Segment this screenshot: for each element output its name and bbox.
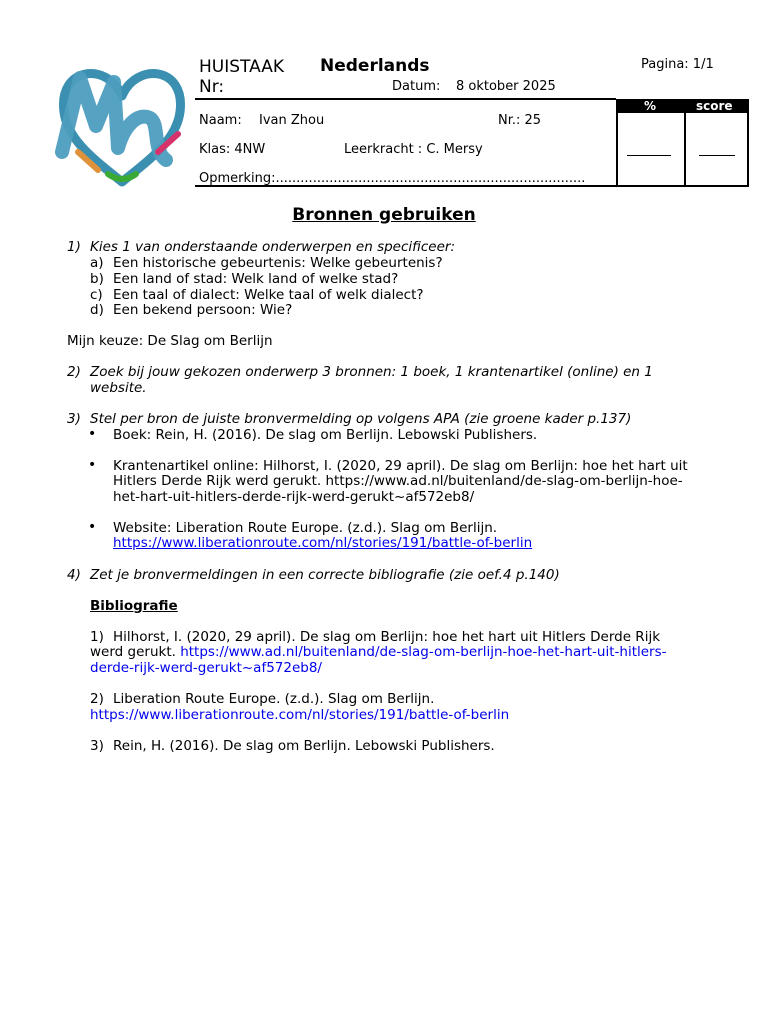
bib-entry1-link-cont[interactable]: derde-rijk-werd-gerukt~af572eb8/ bbox=[90, 660, 322, 676]
naam-value: Ivan Zhou bbox=[259, 113, 325, 128]
naam-label: Naam: bbox=[199, 113, 242, 128]
q3-number: 3) bbox=[67, 411, 81, 427]
bullet-icon: • bbox=[88, 457, 97, 473]
score-label: score bbox=[696, 99, 733, 113]
pct-blank bbox=[627, 155, 671, 156]
q1-option-letter: a) bbox=[90, 255, 104, 271]
q1-option-letter: c) bbox=[90, 287, 103, 303]
q2-number: 2) bbox=[67, 364, 81, 380]
bib-entry1-text: werd gerukt. bbox=[90, 644, 181, 660]
q3-krant-line2: Hitlers Derde Rijk werd gerukt. https://www.ad.nl/buitenland/de-slag-om-berlijn-hoe- bbox=[113, 473, 683, 489]
datum-label: Datum: bbox=[392, 79, 441, 94]
bib-entry-number: 2) bbox=[90, 691, 104, 707]
mijn-keuze: Mijn keuze: De Slag om Berlijn bbox=[67, 333, 273, 349]
opmerking-line: Opmerking:........................................................................... bbox=[199, 171, 586, 186]
page-indicator: Pagina: 1/1 bbox=[641, 57, 714, 72]
bib-entry-number: 3) bbox=[90, 738, 104, 754]
q1-option-text: Een taal of dialect: Welke taal of welk dialect? bbox=[113, 287, 424, 303]
bib-entry1-link[interactable]: https://www.ad.nl/buitenland/de-slag-om-berlijn-hoe-het-hart-uit-hitlers- bbox=[180, 644, 667, 660]
q3-website-line1: Website: Liberation Route Europe. (z.d.). Slag om Berlijn. bbox=[113, 520, 498, 536]
score-header bbox=[616, 99, 747, 113]
q1-number: 1) bbox=[67, 239, 81, 255]
nr-label: Nr: bbox=[199, 77, 225, 97]
bib-entry-number: 1) bbox=[90, 629, 104, 645]
score-divider bbox=[684, 113, 686, 185]
score-pct-label: % bbox=[644, 99, 657, 113]
q1-text: Kies 1 van onderstaande onderwerpen en specificeer: bbox=[90, 239, 456, 255]
bib-entry3-line1: Rein, H. (2016). De slag om Berlijn. Lebowski Publishers. bbox=[113, 738, 495, 754]
q3-krant-line3: het-hart-uit-hitlers-derde-rijk-werd-gerukt~af572eb8/ bbox=[113, 489, 475, 505]
date-value: 8 oktober 2025 bbox=[456, 79, 556, 94]
huistaak-label: HUISTAAK bbox=[199, 57, 284, 77]
klas-value: Klas: 4NW bbox=[199, 142, 266, 157]
bullet-icon: • bbox=[88, 426, 97, 442]
q1-option-text: Een historische gebeurtenis: Welke gebeurtenis? bbox=[113, 255, 443, 271]
bib-entry2-link[interactable]: https://www.liberationroute.com/nl/stories/191/battle-of-berlin bbox=[90, 707, 510, 723]
q4-number: 4) bbox=[67, 567, 81, 583]
header-rule-top bbox=[195, 98, 616, 100]
bullet-icon: • bbox=[88, 519, 97, 535]
q1-option-letter: d) bbox=[90, 302, 104, 318]
q3-website-link[interactable]: https://www.liberationroute.com/nl/stories/191/battle-of-berlin bbox=[113, 535, 533, 551]
q3-krant-line1: Krantenartikel online: Hilhorst, I. (2020, 29 april). De slag om Berlijn: hoe het hart uit bbox=[113, 458, 688, 474]
q1-option-letter: b) bbox=[90, 271, 104, 287]
bibliografie-heading: Bibliografie bbox=[90, 598, 178, 614]
leerkracht-value: Leerkracht : C. Mersy bbox=[344, 142, 483, 157]
q1-option-text: Een bekend persoon: Wie? bbox=[113, 302, 293, 318]
q2-text-line2: website. bbox=[90, 380, 147, 396]
document-title: Bronnen gebruiken bbox=[292, 205, 476, 225]
q3-boek: Boek: Rein, H. (2016). De slag om Berlijn. Lebowski Publishers. bbox=[113, 427, 538, 443]
student-nr: Nr.: 25 bbox=[498, 113, 542, 128]
subject-title: Nederlands bbox=[320, 56, 430, 76]
q2-text-line1: Zoek bij jouw gekozen onderwerp 3 bronnen: 1 boek, 1 krantenartikel (online) en 1 bbox=[90, 364, 653, 380]
q1-option-text: Een land of stad: Welk land of welke stad? bbox=[113, 271, 399, 287]
bib-entry1-line2 bbox=[90, 644, 667, 660]
bib-entry2-line1: Liberation Route Europe. (z.d.). Slag om Berlijn. bbox=[113, 691, 435, 707]
q3-text: Stel per bron de juiste bronvermelding op volgens APA (zie groene kader p.137) bbox=[90, 411, 632, 427]
school-logo bbox=[52, 56, 188, 192]
bib-entry1-line1: Hilhorst, I. (2020, 29 april). De slag om Berlijn: hoe het hart uit Hitlers Derde Rijk bbox=[113, 629, 661, 645]
q4-text: Zet je bronvermeldingen in een correcte bibliografie (zie oef.4 p.140) bbox=[90, 567, 560, 583]
score-blank bbox=[699, 155, 735, 156]
